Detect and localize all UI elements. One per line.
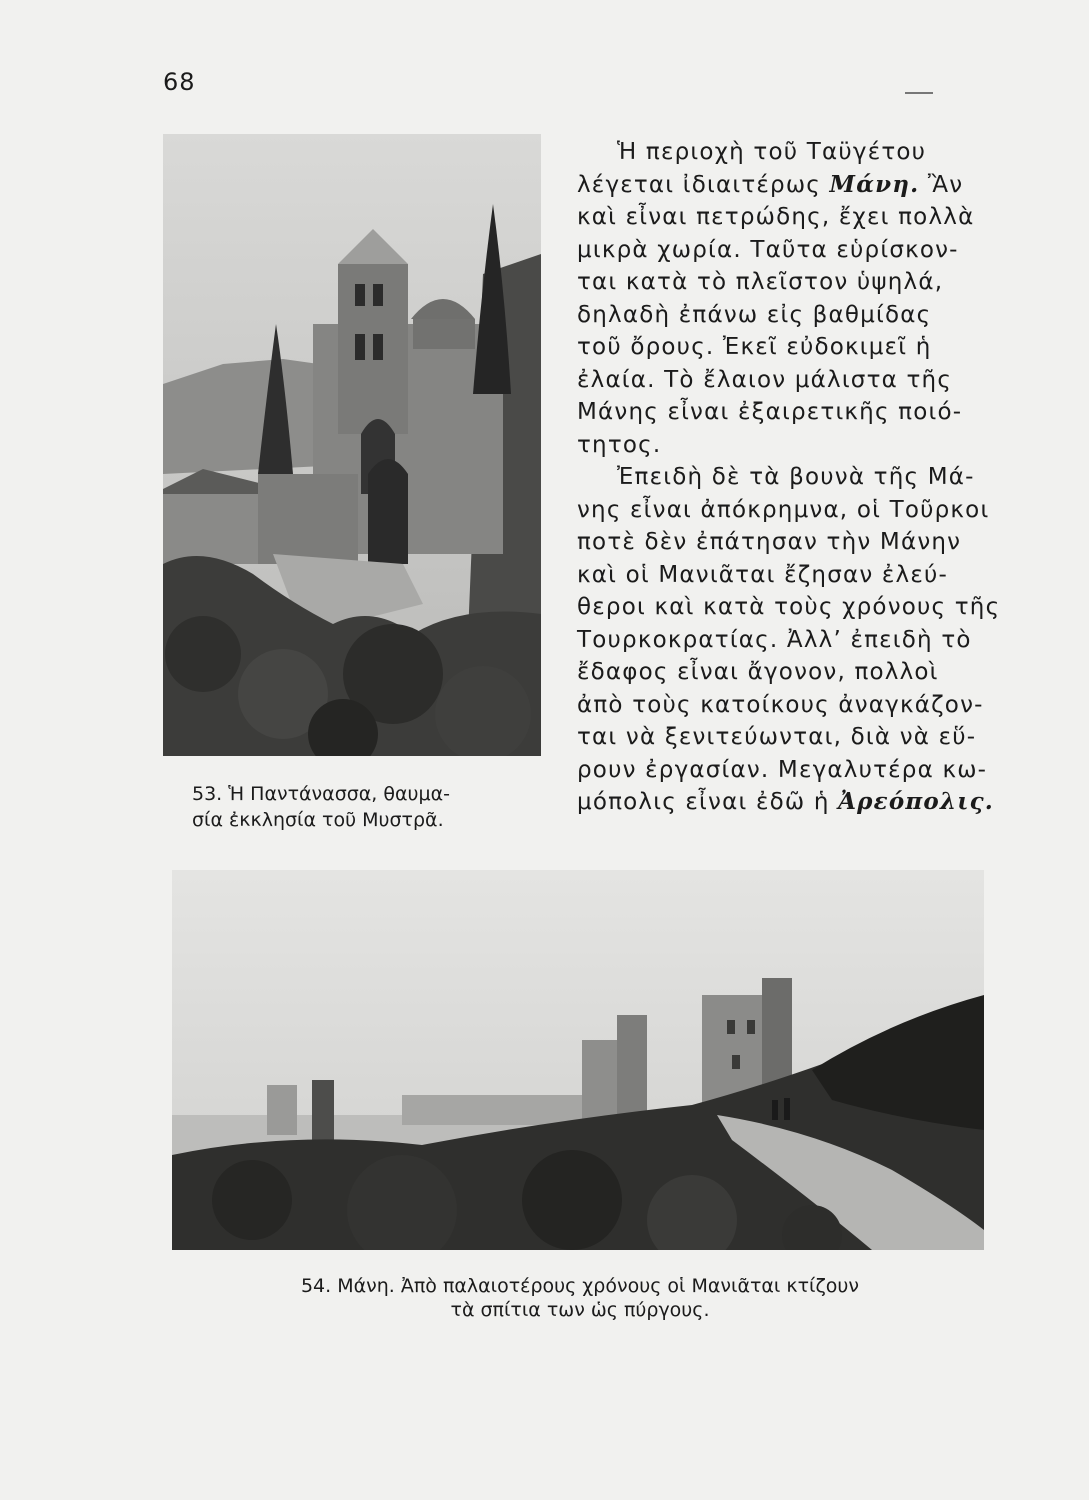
text-span: μόπολις εἶναι ἐδῶ ἡ bbox=[577, 789, 839, 815]
photo-mani-illustration bbox=[172, 870, 984, 1250]
text-line: Ἡ περιοχὴ τοῦ Ταϋγέτου bbox=[617, 139, 927, 165]
photo-mani-towers bbox=[172, 870, 984, 1250]
text-span: λέγεται ἰδιαιτέρως bbox=[577, 171, 830, 198]
text-line: θεροι καὶ κατὰ τοὺς χρόνους τῆς bbox=[577, 594, 1001, 620]
figure-53-caption-line: σία ἐκκλησία τοῦ Μυστρᾶ. bbox=[192, 809, 444, 831]
text-line: δηλαδὴ ἐπάνω εἰς βαθμίδας bbox=[577, 301, 932, 328]
body-text-column bbox=[577, 136, 1001, 819]
figure-54-caption-line: τὰ σπίτια των ὡς πύργους. bbox=[450, 1299, 710, 1321]
figure-53-caption-line: 53. Ἡ Παντάνασσα, θαυμα- bbox=[192, 783, 450, 805]
text-line bbox=[577, 169, 997, 202]
figure-53-caption bbox=[192, 781, 537, 833]
photo-pantanassa-church bbox=[163, 134, 541, 756]
text-line: Ἐπειδὴ δὲ τὰ βουνὰ τῆς Μά- bbox=[617, 464, 975, 490]
text-line: καὶ εἶναι πετρώδης, ἔχει πολλὰ bbox=[577, 204, 975, 230]
text-line: καὶ οἱ Μανιᾶται ἔζησαν ἐλεύ- bbox=[577, 561, 948, 588]
text-line: ποτὲ δὲν ἐπάτησαν τὴν Μάνην bbox=[577, 529, 962, 555]
text-line: ται κατὰ τὸ πλεῖστον ὑψηλά, bbox=[577, 269, 944, 295]
text-line: νης εἶναι ἀπόκρημνα, οἱ Τοῦρκοι bbox=[577, 496, 990, 523]
figure-54-caption bbox=[170, 1274, 990, 1322]
text-line: τοῦ ὄρους. Ἐκεῖ εὐδοκιμεῖ ἡ bbox=[577, 334, 932, 360]
text-line: ται νὰ ξενιτεύωνται, διὰ νὰ εὕ- bbox=[577, 724, 977, 750]
text-line: τητος. bbox=[577, 431, 662, 458]
photo-pantanassa-illustration bbox=[163, 134, 541, 756]
text-line: ρουν ἐργασίαν. Μεγαλυτέρα κω- bbox=[577, 756, 988, 783]
text-line: ἐλαία. Τὸ ἔλαιον μάλιστα τῆς bbox=[577, 366, 953, 393]
figure-54-caption-line: 54. Μάνη. Ἀπὸ παλαιοτέρους χρόνους οἱ Μανιᾶται κτίζουν bbox=[300, 1275, 860, 1297]
page-number: 68 bbox=[163, 68, 196, 96]
text-line: ἀπὸ τοὺς κατοίκους ἀναγκάζον- bbox=[577, 691, 984, 718]
text-line: Μάνης εἶναι ἐξαιρετικῆς ποιό- bbox=[577, 399, 963, 425]
scan-mark bbox=[905, 92, 933, 94]
text-line: Τουρκοκρατίας. Ἀλλ’ ἐπειδὴ τὸ bbox=[577, 626, 972, 653]
emphasized-term-areopolis: Ἀρεόπολις. bbox=[838, 788, 995, 815]
text-line: ἔδαφος εἶναι ἄγονον, πολλοὶ bbox=[577, 659, 939, 685]
text-line bbox=[577, 786, 997, 819]
emphasized-term-mani: Μάνη. bbox=[829, 170, 920, 198]
text-line: μικρὰ χωρία. Ταῦτα εὑρίσκον- bbox=[577, 236, 959, 263]
text-span: Ἂν bbox=[919, 171, 964, 198]
